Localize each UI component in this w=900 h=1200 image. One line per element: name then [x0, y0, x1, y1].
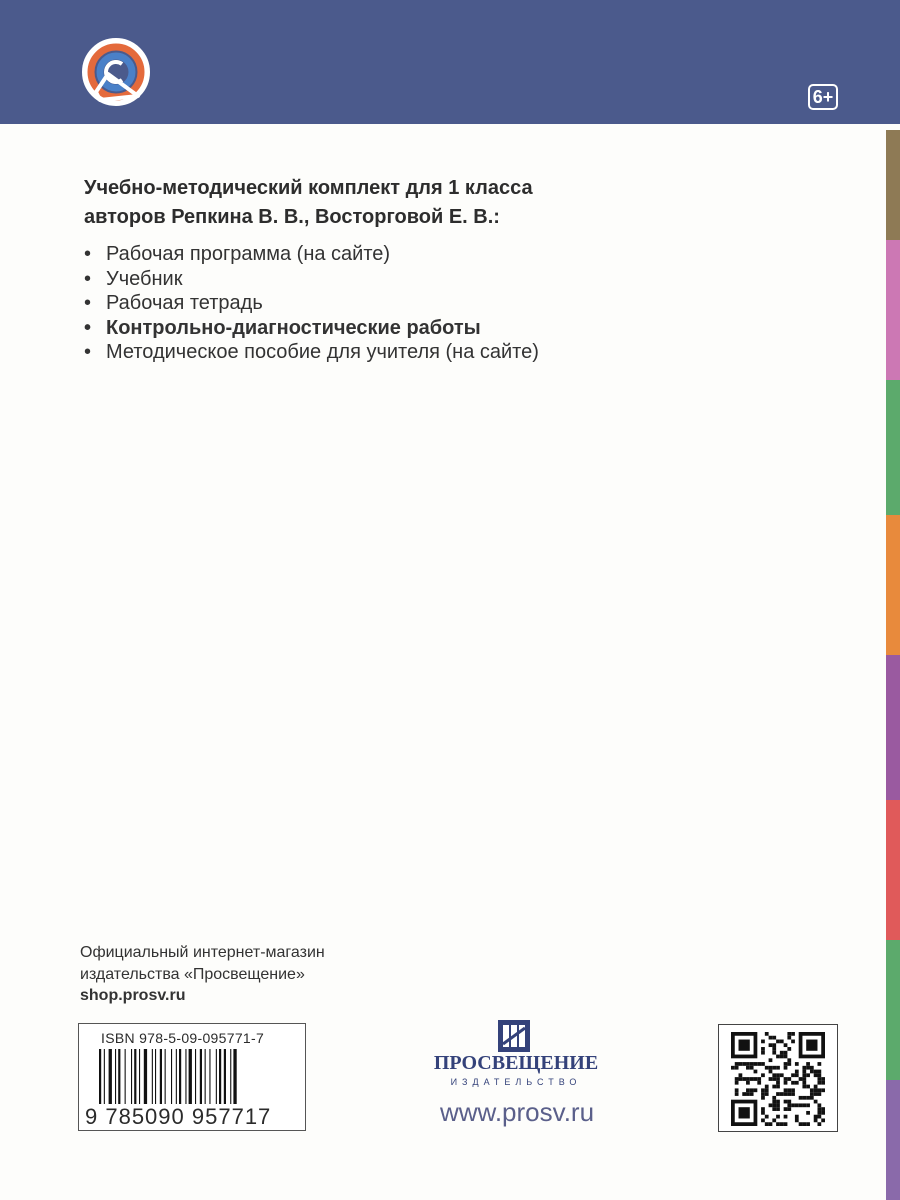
- bullet: •: [84, 341, 92, 363]
- publisher-subtitle: ИЗДАТЕЛЬСТВО: [450, 1077, 582, 1087]
- stripe-segment: [886, 940, 900, 1080]
- stripe-segment: [886, 515, 900, 655]
- list-item: [84, 340, 864, 365]
- list-item: [84, 267, 864, 292]
- stripe-segment: [886, 655, 900, 800]
- age-rating-badge: 6+: [808, 84, 838, 110]
- bullet: •: [84, 316, 92, 339]
- list-item-label: Методическое пособие для учителя (на сайте): [106, 341, 539, 363]
- stripe-segment: [886, 240, 900, 380]
- publisher-url-link[interactable]: www.prosv.ru: [439, 1097, 595, 1127]
- isbn-label: ISBN 978-5-09-095771-7: [101, 1030, 265, 1046]
- isbn-box: [78, 1023, 306, 1131]
- shop-line2: издательства «Просвещение»: [80, 965, 305, 983]
- shop-info: [80, 942, 480, 1007]
- publisher-name: ПРОСВЕЩЕНИЕ: [433, 1052, 599, 1074]
- bullet: •: [84, 243, 92, 265]
- stripe-segment: [886, 1080, 900, 1200]
- list-item: [84, 291, 864, 316]
- list-item-label: Рабочая тетрадь: [106, 292, 263, 314]
- kit-heading-line2: авторов Репкина В. В., Восторговой Е. В.:: [84, 206, 500, 228]
- shop-line1: Официальный интернет-магазин: [80, 944, 325, 961]
- list-item-label: Контрольно-диагностические работы: [106, 316, 481, 339]
- barcode-digits: 9 785090 957717: [85, 1104, 272, 1129]
- list-item-label: Рабочая программа (на сайте): [106, 243, 391, 265]
- stripe-segment: [886, 800, 900, 940]
- prosveshchenie-logo-icon: [496, 1018, 532, 1054]
- bullet: •: [84, 292, 92, 314]
- header-band: [0, 0, 900, 124]
- kit-heading-line1: Учебно-методический комплект для 1 класса: [84, 177, 533, 199]
- publisher-emblem-icon: [78, 34, 158, 110]
- qr-code-box: [718, 1024, 838, 1132]
- stripe-segment: [886, 380, 900, 515]
- shop-url-link[interactable]: shop.prosv.ru: [80, 987, 186, 1004]
- qr-code-icon[interactable]: [731, 1032, 825, 1126]
- stripe-segment: [886, 130, 900, 240]
- list-item: [84, 242, 864, 267]
- kit-heading: [84, 174, 864, 232]
- kit-items-list: [84, 242, 864, 365]
- barcode-icon: [99, 1049, 289, 1109]
- list-item: [84, 316, 864, 341]
- bullet: •: [84, 267, 92, 290]
- list-item-label: Учебник: [106, 267, 183, 290]
